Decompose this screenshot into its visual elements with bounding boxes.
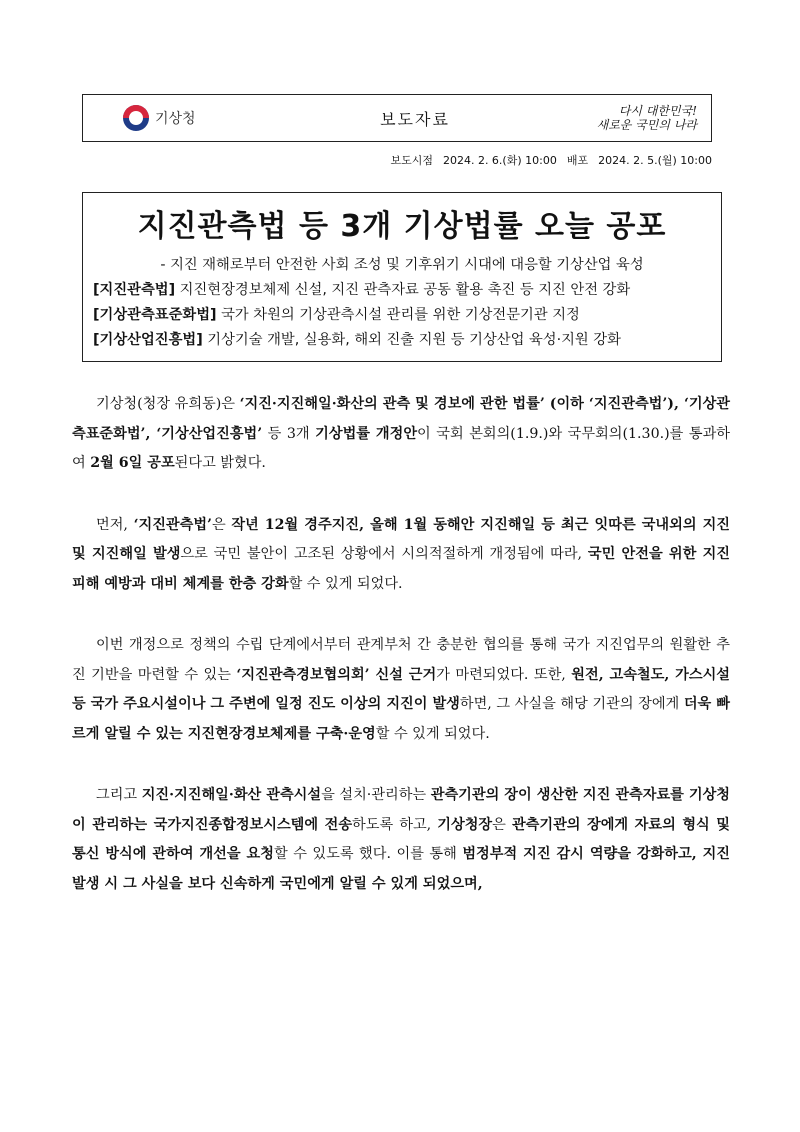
text-run-bold: ‘지진관측경보협의회’ 신설 근거 [236,666,437,683]
body-paragraph-2 [72,511,730,600]
text-run: 가 마련되었다. 또한, [436,666,572,683]
agency-logo [123,105,283,131]
text-run-bold: ‘지진관측법’ [133,516,212,533]
summary-item-tag: [기상산업진흥법] [93,332,203,348]
text-run: 이번 개정으로 정책의 수립 단계에서부터 관계부처 간 충분한 협의를 통해 국가 지진업무의 원활한 추진 기반을 마련할 수 있는 [72,637,730,683]
text-run: 은 [492,816,512,833]
text-run: 그리고 [96,787,142,803]
body-paragraph-3 [72,631,730,749]
headline-title: 지진관측법 등 3개 기상법률 오늘 공포 [137,209,667,244]
distribution-label: 배포 [566,154,589,167]
text-run: 된다고 밝혔다. [174,455,266,471]
text-run: 하도록 하고, [352,816,438,833]
text-run-bold: 기상법률 개정안 [315,425,418,442]
press-header [82,94,712,142]
text-run: 할 수 있게 되었다. [288,575,403,592]
slogan-line-2: 새로운 국민의 나라 [596,118,697,132]
text-run: 하면, 그 사실을 해당 기관의 장에게 [459,696,684,712]
text-run: 으로 국민 불안이 고조된 상황에서 시의적절하게 개정됨에 따라, [180,546,588,562]
summary-item [93,278,711,303]
summary-item [93,328,711,353]
text-run: 등 3개 [262,425,316,442]
text-run-bold: 관측기관의 장에게 자료의 형식 및 통신 방식에 관하여 개선을 요청 [72,816,730,862]
body-paragraph-4 [72,781,730,899]
document-type: 보도자료 [380,109,450,129]
slogan-line-1: 다시 대한민국! [618,104,697,118]
summary-item-tag: [지진관측법] [93,282,176,298]
text-run: 을 설치·관리하는 [321,787,431,803]
agency-name: 기상청 [155,111,196,127]
embargo-label: 보도시점 [390,154,433,167]
taegeuk-emblem-icon [123,105,149,131]
government-slogan [567,104,697,132]
text-run-bold: 기상청장 [437,816,493,833]
summary-item [93,303,711,328]
distribution-value: 2024. 2. 5.(월) 10:00 [598,154,712,167]
press-body [72,390,730,931]
headline-box [82,192,722,362]
text-run-bold: 범정부적 지진 감시 역량을 강화하고, 지진 발생 시 그 사실을 보다 신속하게 국민에게 알릴 수 있게 되었으며, [72,846,731,892]
text-run-bold: 관측기관의 장이 생산한 지진 관측자료를 기상청이 관리하는 국가지진종합정보시스템에 전송 [72,787,730,833]
text-run: 은 [211,516,232,533]
text-run: 기상청(청장 유희동)은 [96,396,240,412]
embargo-value: 2024. 2. 6.(화) 10:00 [442,154,557,167]
text-run-bold: 지진·지진해일·화산 관측시설 [141,787,322,803]
text-run-bold: 더욱 빠르게 알릴 수 있는 지진현장경보체제를 구축·운영 [72,696,730,742]
summary-item-desc: 기상기술 개발, 실용화, 해외 진출 지원 등 기상산업 육성·지원 강화 [202,332,621,348]
text-run: 할 수 있게 되었다. [375,725,490,742]
text-run-bold: 2월 6일 공포 [90,455,175,471]
text-run: 먼저, [96,516,134,533]
release-info [300,152,712,168]
text-run-bold: 작년 12월 경주지진, 올해 1월 동해안 지진해일 등 최근 잇따른 국내외의 지진 및 지진해일 발생 [72,516,730,562]
text-run-bold: ‘지진·지진해일·화산의 관측 및 경보에 관한 법률’ (이하 ‘지진관측법’), ‘기상관측표준화법’, ‘기상산업진흥법’ [72,396,731,442]
text-run: 할 수 있도록 했다. 이를 통해 [273,846,463,862]
text-run: 이 국회 본회의(1.9.)와 국무회의(1.30.)를 통과하여 [72,425,730,471]
summary-item-desc: 지진현장경보체제 신설, 지진 관측자료 공동 활용 촉진 등 지진 안전 강화 [175,282,631,298]
text-run-bold: 원전, 고속철도, 가스시설 등 국가 주요시설이나 그 주변에 일정 진도 이상의 지진이 발생 [72,666,730,712]
summary-item-tag: [기상관측표준화법] [93,307,217,323]
text-run-bold: 국민 안전을 위한 지진 피해 예방과 대비 체계를 한층 강화 [72,546,730,592]
body-paragraph-1 [72,390,730,479]
headline-subtitle: - 지진 재해로부터 안전한 사회 조성 및 기후위기 시대에 대응할 기상산업 육성 [160,257,644,273]
summary-item-desc: 국가 차원의 기상관측시설 관리를 위한 기상전문기관 지정 [216,307,580,323]
